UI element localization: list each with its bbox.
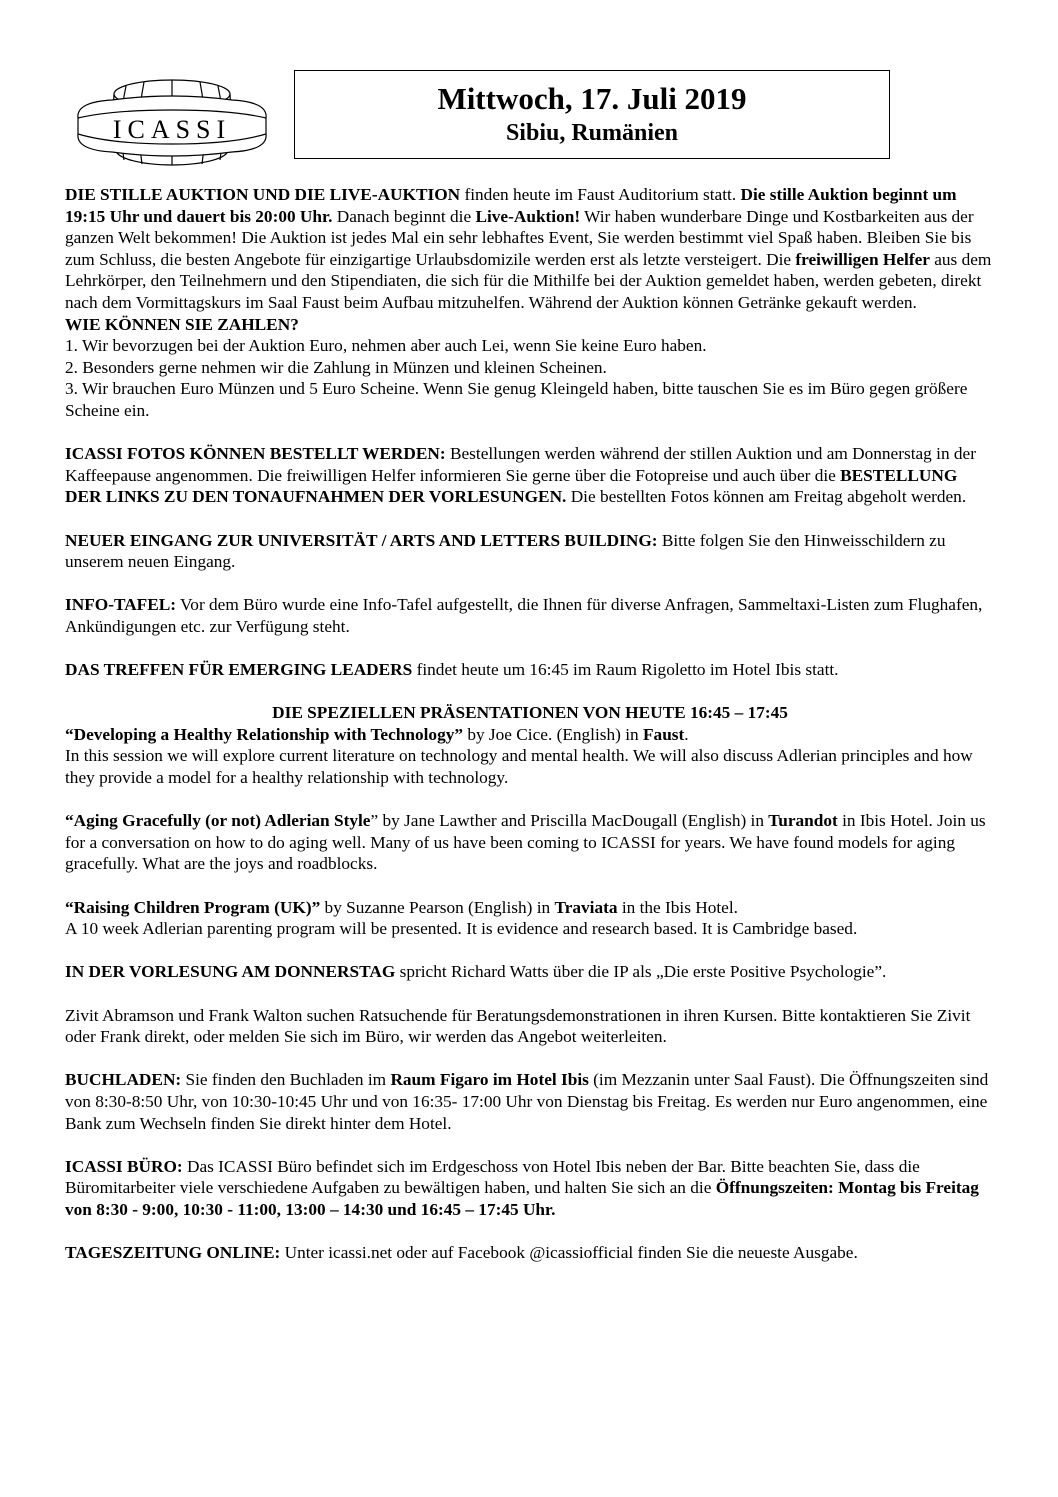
leaders-paragraph: DAS TREFFEN FÜR EMERGING LEADERS findet heute um 16:45 im Raum Rigoletto im Hotel Ibis statt. <box>65 660 839 680</box>
presentation-title: “Developing a Healthy Relationship with Technology” <box>65 724 463 744</box>
leaders-heading: DAS TREFFEN FÜR EMERGING LEADERS <box>65 660 413 680</box>
presentation-1-desc: In this session we will explore current literature on technology and mental health. We will also discuss Adlerian principles and how they provide a model for a healthy relationship with technology. <box>65 746 973 788</box>
presentation-3-desc: A 10 week Adlerian parenting program will be presented. It is evidence and research based. It is Cambridge based. <box>65 919 858 939</box>
auction-time: Die stille Auktion beginnt um 19:15 Uhr und dauert bis 20:00 Uhr. <box>65 185 957 226</box>
infoboard-paragraph: INFO-TAFEL: Vor dem Büro wurde eine Info-Tafel aufgestellt, die Ihnen für diverse Anfragen, Sammeltaxi-Listen zum Flughafen, Ankündigungen etc. zur Verfügung steht. <box>65 595 983 636</box>
entrance-paragraph: NEUER EINGANG ZUR UNIVERSITÄT / ARTS AND LETTERS BUILDING: Bitte folgen Sie den Hinweisschildern zu unserem neuen Eingang. <box>65 530 946 572</box>
bookstore-paragraph: BUCHLADEN: Sie finden den Buchladen im Raum Figaro im Hotel Ibis (im Mezzanin unter Saal Faust). Die Öffnungszeiten sind von 8:30-8:50 Uhr, von 10:30-10:45 Uhr und von 16:35- 17:00 Uhr von Dienstag bis Freitag. Es werden nur Euro angenommen, eine Bank zum Wechseln finden Sie direkt hinter dem Hotel. <box>65 1070 989 1133</box>
entrance-heading: NEUER EINGANG ZUR UNIVERSITÄT / ARTS AND LETTERS BUILDING: <box>65 530 658 550</box>
icassi-logo <box>72 62 272 180</box>
online-heading: TAGESZEITUNG ONLINE: <box>65 1243 281 1263</box>
presentation-title: “Aging Gracefully (or not) Adlerian Style <box>65 811 371 831</box>
payment-heading: WIE KÖNNEN SIE ZAHLEN? <box>65 314 299 334</box>
infoboard-heading: INFO-TAFEL: <box>65 595 177 615</box>
header-box <box>294 70 890 159</box>
online-paragraph: TAGESZEITUNG ONLINE: Unter icassi.net oder auf Facebook @icassiofficial finden Sie die neueste Ausgabe. <box>65 1243 858 1263</box>
presentation-3: “Raising Children Program (UK)” by Suzanne Pearson (English) in Traviata in the Ibis Hotel. <box>65 897 738 917</box>
presentation-room: Turandot <box>768 811 838 831</box>
photos-paragraph: ICASSI FOTOS KÖNNEN BESTELLT WERDEN: Bestellungen werden während der stillen Auktion und am Donnerstag in der Kaffeepause angenommen. Die freiwilligen Helfer informieren Sie gerne über die Fotopreise und auch über die BESTELLUNG DER LINKS ZU DEN TONAUFNAHMEN DER VORLESUNGEN. Die bestellten Fotos können am Freitag abgeholt werden. <box>65 444 976 507</box>
volunteers: freiwilligen Helfer <box>795 249 930 269</box>
photos-heading: ICASSI FOTOS KÖNNEN BESTELLT WERDEN: <box>65 444 446 464</box>
newsletter-body <box>65 184 995 1264</box>
logo-text: ICASSI <box>112 115 232 144</box>
live-auction: Live-Auktion! <box>475 206 581 226</box>
payment-item: 2. Besonders gerne nehmen wir die Zahlung in Münzen und kleinen Scheinen. <box>65 357 607 377</box>
demos-paragraph: Zivit Abramson und Frank Walton suchen Ratsuchende für Beratungsdemonstrationen in ihren Kursen. Bitte kontaktieren Sie Zivit oder Frank direkt, oder melden Sie sich im Büro, wir werden das Angebot weiterleiten. <box>65 1005 971 1047</box>
payment-item: 1. Wir bevorzugen bei der Auktion Euro, nehmen aber auch Lei, wenn Sie keine Euro haben. <box>65 336 707 356</box>
bookstore-heading: BUCHLADEN: <box>65 1070 182 1090</box>
office-paragraph: ICASSI BÜRO: Das ICASSI Büro befindet sich im Erdgeschoss von Hotel Ibis neben der Bar. Bitte beachten Sie, dass die Büromitarbeiter viele verschiedene Aufgaben zu bewältigen haben, und halten Sie sich an die Öffnungszeiten: Montag bis Freitag von 8:30 - 9:00, 10:30 - 11:00, 13:00 – 14:30 und 16:45 – 17:45 Uhr. <box>65 1156 979 1219</box>
presentation-room: Traviata <box>554 897 618 917</box>
auction-paragraph: DIE STILLE AUKTION UND DIE LIVE-AUKTION finden heute im Faust Auditorium statt. Die stille Auktion beginnt um 19:15 Uhr und dauert bis 20:00 Uhr. Danach beginnt die Live-Auktion! Wir haben wunderbare Dinge und Kostbarkeiten aus der ganzen Welt bekommen! Die Auktion ist jedes Mal ein sehr lebhaftes Event, Sie werden bestimmt viel Spaß haben. Bleiben Sie bis zum Schluss, die besten Angebote für einzigartige Urlaubsdomizile werden erst als letzte versteigert. Die freiwilligen Helfer aus dem Lehrkörper, den Teilnehmern und den Stipendiaten, die sich für die Mithilfe bei der Auktion gemeldet haben, werden gebeten, direkt nach dem Vormittagskurs im Saal Faust beim Aufbau mitzuhelfen. Während der Auktion können Getränke gekauft werden. <box>65 185 992 312</box>
presentation-1: “Developing a Healthy Relationship with Technology” by Joe Cice. (English) in Faust. <box>65 724 689 744</box>
presentations-heading: DIE SPEZIELLEN PRÄSENTATIONEN VON HEUTE 16:45 – 17:45 <box>272 703 788 723</box>
office-hours: Öffnungszeiten: Montag bis Freitag von 8:30 - 9:00, 10:30 - 11:00, 13:00 – 14:30 und 16:45 – 17:45 Uhr. <box>65 1178 979 1219</box>
presentation-2: “Aging Gracefully (or not) Adlerian Style” by Jane Lawther and Priscilla MacDougall (English) in Turandot in Ibis Hotel. Join us for a conversation on how to do aging well. Many of us have been coming to ICASSI for years. We have found models for aging gracefully. What are the joys and roadblocks. <box>65 811 986 874</box>
presentation-room: Faust <box>643 724 685 744</box>
header-place: Sibiu, Rumänien <box>505 120 679 146</box>
lecture-heading: IN DER VORLESUNG AM DONNERSTAG <box>65 962 396 982</box>
office-heading: ICASSI BÜRO: <box>65 1156 183 1176</box>
presentation-title: “Raising Children Program (UK)” <box>65 897 321 917</box>
payment-item: 3. Wir brauchen Euro Münzen und 5 Euro Scheine. Wenn Sie genug Kleingeld haben, bitte tauschen Sie es im Büro gegen größere Scheine ein. <box>65 379 968 420</box>
header-date: Mittwoch, 17. Juli 2019 <box>437 81 747 116</box>
lecture-paragraph: IN DER VORLESUNG AM DONNERSTAG spricht Richard Watts über die IP als „Die erste Positive Psychologie”. <box>65 962 887 982</box>
auction-heading: DIE STILLE AUKTION UND DIE LIVE-AUKTION <box>65 185 461 204</box>
